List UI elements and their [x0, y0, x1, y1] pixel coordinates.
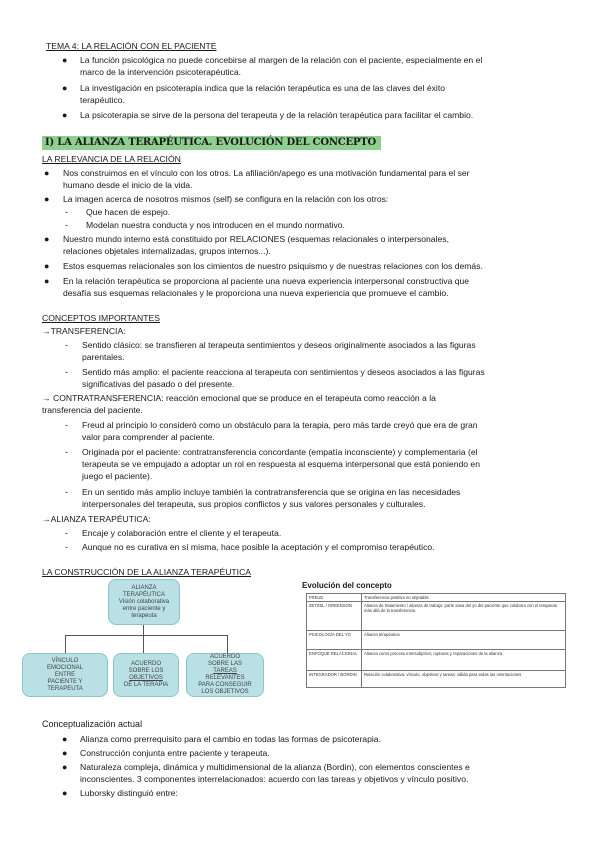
bullet-icon: ●	[62, 748, 68, 758]
alianza-label: →ALIANZA TERAPÉUTICA:	[42, 514, 151, 524]
relevancia-line: desafía sus esquemas relacionales y le proporciona una nueva experiencia que promueve el cambio.	[63, 288, 449, 298]
table-cell: Transferencia positiva no objetable	[362, 594, 566, 602]
dash-icon: -	[65, 542, 68, 552]
table-cell: Relación colaborativa: vínculo, objetivos y tareas; válida para todas las orientaciones	[362, 671, 566, 688]
diagram-text: TAREAS	[213, 668, 237, 674]
dash-icon: -	[65, 340, 68, 350]
relevancia-line: relaciones objetales internalizadas, grupos internos...).	[63, 246, 271, 256]
diagram-text: TERAPÉUTICA	[122, 591, 165, 598]
tema-bullet-2b: terapéutico.	[80, 95, 125, 105]
conceptos-heading: CONCEPTOS IMPORTANTES	[42, 313, 160, 323]
concept-line: Freud al principio lo consideró como un obstáculo para la terapia, pero más tarde creyó que era de gran	[82, 420, 478, 430]
concept-line: Encaje y colaboración entre el cliente y el terapeuta.	[82, 528, 282, 538]
tema-bullet-2a: La investigación en psicoterapia indica que la relación terapéutica es una de las claves del éxito	[80, 83, 445, 93]
table-row	[307, 650, 566, 671]
table-cell: PSICOLOGÍA DEL YO	[307, 631, 362, 650]
diagram-connector	[143, 625, 144, 635]
tema-bullet-3: La psicoterapia se sirve de la persona del terapeuta y de la relación terapéutica para facilitar el cambio.	[80, 110, 474, 120]
diagram-connector	[227, 635, 228, 653]
diagram-connector	[65, 635, 66, 653]
relevancia-line: Nuestro mundo interno está constituido por RELACIONES (esquemas relacionales o interpersonales,	[63, 234, 449, 244]
actual-line: Alianza como prerrequisito para el cambio en todas las formas de psicoterapia.	[80, 734, 381, 744]
diagram-text: entre paciente y terapeuta	[122, 605, 166, 619]
diagram-text: SOBRE LOS	[128, 668, 164, 674]
relevancia-line: Estos esquemas relacionales son los cimientos de nuestro psiquismo y de nuestras relaciones con los demás.	[63, 261, 483, 271]
tema-bullet-1b: marco de la intervención psicoterapéutica.	[80, 67, 241, 77]
table-row	[307, 594, 566, 602]
table-cell: Alianza de tratamiento / alianza de trabajo: parte sana del yo del paciente que colabora con el terapeuta más allá de la transferencia	[362, 602, 566, 631]
table-cell: Alianza como proceso intersubjetivo; rupturas y reparaciones de la alianza	[362, 650, 566, 671]
relevancia-line: Que hacen de espejo.	[86, 207, 171, 217]
bullet-icon: ●	[62, 734, 68, 744]
diagram-text: LOS OBJETIVOS	[201, 689, 249, 695]
relevancia-line: La imagen acerca de nosotros mismos (self) se configura en la relación con los otros:	[63, 194, 389, 204]
diagram-text: ALIANZA	[131, 584, 157, 591]
evolucion-title: Evolución del concepto	[302, 581, 392, 590]
table-cell: ZETZEL / GREENSON	[307, 602, 362, 631]
construccion-heading: LA CONSTRUCCIÓN DE LA ALIANZA TERAPÉUTICA	[42, 567, 252, 577]
section-heading: I) LA ALIANZA TERAPÉUTICA. EVOLUCIÓN DEL CONCEPTO	[42, 136, 381, 150]
diagram-node-tareas	[186, 653, 264, 697]
table-cell: FREUD	[307, 594, 362, 602]
contratransferencia-label: → CONTRATRANSFERENCIA: reacción emocional que se produce en el terapeuta como reacción a la	[42, 393, 436, 403]
dash-icon: -	[65, 447, 68, 457]
concept-line: terapeuta se ve empujado a adoptar un rol en respuesta al esquema interpersonal que está poniendo en	[82, 459, 480, 469]
concept-line: Sentido clásico: se transfieren al terapeuta sentimientos y deseos originalmente asociados a las figuras	[82, 340, 476, 350]
diagram-text: EMOCIONAL	[46, 664, 83, 671]
concept-line: Originada por el paciente: contratransferencia concordante (empatía inconsciente) y complementaria (el	[82, 447, 478, 457]
actual-line: Naturaleza compleja, dinámica y multidimensional de la alianza (Bordin), con elementos conscientes e	[80, 762, 470, 772]
diagram-text: RELEVANTES	[205, 675, 245, 681]
bullet-icon: ●	[44, 168, 50, 178]
table-cell: ENFOQUE RELACIONAL	[307, 650, 362, 671]
dash-icon: -	[65, 367, 68, 377]
bullet-icon: ●	[62, 110, 68, 120]
table-row	[307, 671, 566, 688]
relevancia-line: Nos construimos en el vínculo con los otros. La afiliación/apego es una motivación fundamental para el ser	[63, 168, 470, 178]
concept-line: juego el paciente).	[82, 471, 153, 481]
bullet-icon: ●	[44, 261, 50, 271]
bullet-icon: ●	[62, 83, 68, 93]
diagram-connector	[65, 635, 228, 636]
diagram-text: TERAPEUTA	[47, 685, 83, 692]
dash-icon: -	[65, 420, 68, 430]
table-row	[307, 602, 566, 631]
concept-line: Sentido más amplio: el paciente reacciona al terapeuta con sentimientos y deseos asociados a las figuras	[82, 367, 485, 377]
concept-line: En un sentido más amplio incluye también la contratransferencia que se origina en las necesidades	[82, 487, 461, 497]
diagram-text: OBJETIVOS	[129, 675, 163, 681]
tema-bullet-1a: La función psicológica no puede concebirse al margen de la relación con el paciente, especialmente en el	[80, 55, 483, 65]
dash-icon: -	[65, 207, 68, 217]
bullet-icon: ●	[62, 762, 68, 772]
concept-line: transferencia del paciente.	[42, 405, 143, 415]
actual-line: Construcción conjunta entre paciente y terapeuta.	[80, 748, 270, 758]
relevancia-line: humano desde el inicio de la vida.	[63, 180, 193, 190]
diagram-text: ACUERDO	[209, 654, 240, 660]
actual-line: inconscientes. 3 componentes interrelacionados: acuerdo con las tareas y objetivos y vínculo positivo.	[80, 774, 469, 784]
diagram-text: SOBRE LAS	[207, 661, 242, 667]
bullet-icon: ●	[62, 55, 68, 65]
diagram-text: Visión colaborativa	[118, 598, 170, 605]
dash-icon: -	[65, 528, 68, 538]
bullet-icon: ●	[62, 788, 68, 798]
relevancia-line: Modelan nuestra conducta y nos introducen en el mundo normativo.	[86, 220, 345, 230]
concept-line: valor para comprender al paciente.	[82, 432, 215, 442]
dash-icon: -	[65, 220, 68, 230]
bullet-icon: ●	[44, 234, 50, 244]
diagram-connector	[143, 635, 144, 653]
diagram-text: PACIENTE Y	[47, 678, 83, 685]
diagram-text: DE LA TERAPIA	[123, 682, 169, 688]
diagram-text: VÍNCULO	[51, 657, 79, 664]
diagram-node-objetivos	[113, 653, 179, 697]
bullet-icon: ●	[44, 194, 50, 204]
concept-line: interpersonales del terapeuta, sus propios conflictos y sus valores personales y culturales.	[82, 499, 426, 509]
table-cell: INTEGRADOR / BORDIN	[307, 671, 362, 688]
transferencia-label: →TRANSFERENCIA:	[42, 326, 126, 336]
tema-title: TEMA 4: LA RELACIÓN CON EL PACIENTE	[46, 41, 217, 51]
dash-icon: -	[65, 487, 68, 497]
bullet-icon: ●	[44, 276, 50, 286]
diagram-root-node	[108, 579, 180, 625]
evolucion-table	[306, 593, 566, 688]
relevancia-line: En la relación terapéutica se proporciona al paciente una nueva experiencia interpersonal constructiva que	[63, 276, 470, 286]
actual-heading: Conceptualización actual	[42, 719, 143, 729]
concept-line: Aunque no es curativa en sí misma, hace posible la aceptación y el compromiso terapéutico.	[82, 542, 435, 552]
concept-line: parentales.	[82, 352, 125, 362]
relevancia-heading: LA RELEVANCIA DE LA RELACIÓN	[42, 154, 181, 164]
diagram-node-vinculo	[22, 653, 108, 697]
actual-line: Luborsky distinguió entre:	[80, 788, 178, 798]
table-row	[307, 631, 566, 650]
diagram-text: ACUERDO	[130, 661, 161, 667]
concept-line: significativas del pasado o del presente.	[82, 379, 235, 389]
diagram-text: ENTRE	[54, 671, 76, 678]
table-cell: Alianza terapéutica	[362, 631, 566, 650]
diagram-text: PARA CONSEGUIR	[198, 682, 252, 688]
